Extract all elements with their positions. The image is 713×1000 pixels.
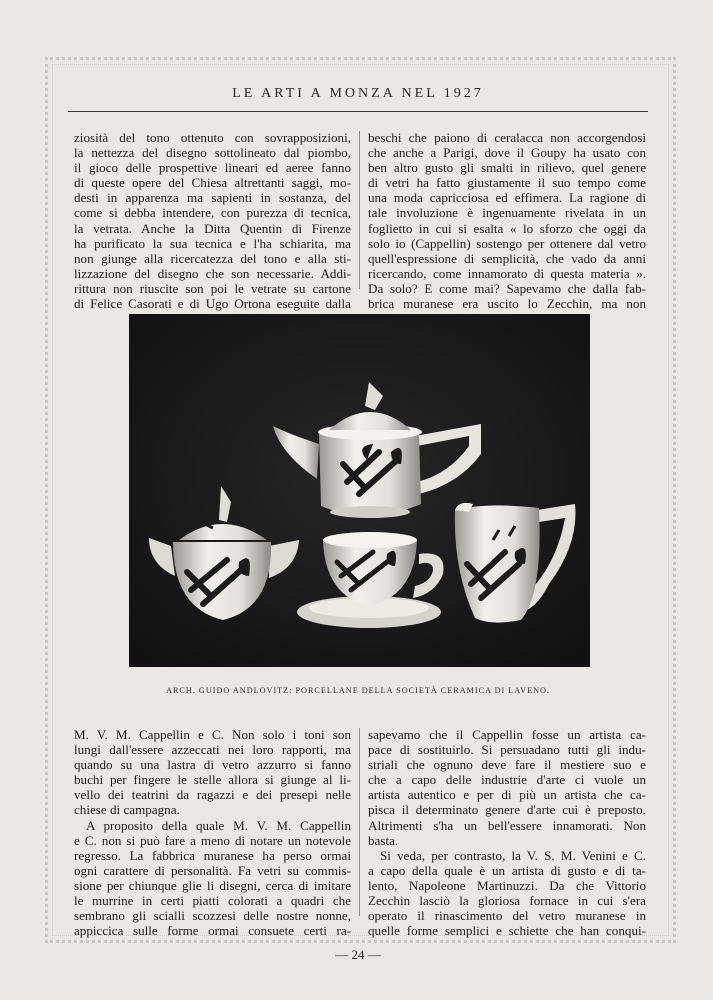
text-line: Zecchin lasciò la gloriosa fornace in cui s'era: [368, 893, 646, 909]
text-line: che a capo delle industrie d'arte ci vuole un: [368, 772, 646, 788]
text-line: sapevamo che il Cappellin fosse un artista ca-: [368, 727, 646, 742]
text-line: basta.: [368, 832, 399, 848]
text-line: le murrine in certi piatti colorati a quadri che: [74, 893, 351, 909]
text-line: la nettezza del disegno sottolineato dal piombo,: [74, 145, 351, 161]
figure-caption: ARCH. GUIDO ANDLOVITZ: PORCELLANE DELLA SOCIETÀ CERAMICA DI LAVENO.: [166, 686, 550, 695]
text-line: rittura non riuscite son poi le vetrate su cartone: [74, 280, 351, 296]
column-divider-top: [359, 131, 360, 289]
text-line: il gioco delle prospettive lineari ed aeree fanno: [74, 160, 351, 176]
top-right-column: [368, 130, 646, 311]
text-line: A proposito della quale M. V. M. Cappellin: [86, 817, 351, 833]
tea-set-illustration: [129, 314, 590, 667]
page-number: — 24 —: [335, 947, 381, 962]
text-line: foglietto in cui si esalta « lo sforzo che oggi da: [368, 220, 646, 236]
text-line: e C. non si può fare a meno di notare un notevole: [74, 832, 351, 848]
text-line: operato il rinascimento del vetro muranese in: [368, 908, 646, 924]
text-line: striali che ognuno deve fare il mestiere suo e: [368, 757, 646, 773]
text-line: quelle forme semplici e schiette che han conqui-: [368, 923, 646, 939]
text-line: lento, Napoleone Martinuzzi. Da che Vittorio: [368, 877, 646, 893]
text-line: buchi per fingere le stelle allora si giunge al li-: [74, 772, 351, 788]
text-line: ha purificato la sua tecnica e l'ha schiarita, ma: [74, 235, 351, 251]
text-line: tale involuzione è ingenuamente rivelata in un: [368, 205, 646, 221]
text-line: artista autentico e per di più un artista che ca-: [368, 787, 646, 803]
text-line: a capo della quale è un artista di gusto e di ta-: [368, 862, 646, 878]
running-head: LE ARTI A MONZA NEL 1927: [232, 86, 484, 101]
top-left-column: [74, 130, 351, 311]
text-line: chiese di campagna.: [74, 802, 180, 818]
porcelain-tea-set-photo: [129, 314, 590, 667]
text-line: non giunge alla ricercatezza del tono e alla sti-: [74, 250, 351, 266]
text-line: di queste opere del Chiesa altrettanti saggi, mo-: [74, 175, 351, 191]
text-line: sione per chiunque glie li disegni, cerca di imitare: [74, 877, 351, 893]
text-line: sembrano gli scialli scozzesi delle nostre nonne,: [74, 908, 351, 924]
text-line: di Felice Casorati e di Ugo Ortona eseguite dalla: [74, 296, 351, 312]
text-line: lizzazione del disegno che son necessarie. Addi-: [74, 265, 351, 281]
text-line: regresso. La fabbrica muranese ha perso ormai: [74, 847, 351, 863]
text-line: quell'espressione di semplicità, che vado da anni: [368, 250, 646, 266]
text-line: vello dei teatrini da ragazzi e dei presepi nelle: [74, 787, 351, 803]
text-line: appiccica sulle forme ormai consuete certi ra-: [74, 923, 351, 939]
text-line: che anche a Parigi, dove il Goupy ha usato con: [368, 145, 646, 161]
text-line: Si veda, per contrasto, la V. S. M. Venini e C.: [380, 847, 646, 863]
text-line: ricercando, come innamorato di questa materia ».: [368, 265, 646, 281]
text-line: una moda capricciosa ed effimera. La ragione di: [368, 190, 646, 206]
text-line: ziosità del tono ottenuto con sovrapposizioni,: [74, 130, 351, 145]
bottom-left-column: [74, 727, 351, 938]
text-line: di vetri ha fatto giustamente il suo tempo come: [368, 175, 646, 191]
text-line: lungi dall'essere azzeccati nei loro rapporti, ma: [74, 742, 351, 758]
column-divider-bottom: [359, 728, 360, 916]
bottom-right-column: [368, 727, 646, 938]
text-line: Altrimenti s'ha un bell'essere innamorati. Non: [368, 817, 646, 833]
text-line: pace di sostituirlo. Si persuadano tutti gli indu-: [368, 742, 646, 758]
text-line: la vetrata. Anche la Ditta Quentin di Firenze: [74, 220, 351, 236]
text-line: brica muranese era uscito lo Zecchin, ma non: [368, 296, 646, 312]
header-rule: [68, 111, 648, 112]
text-line: ogni carattere di personalità. Fa vetri su commis-: [74, 862, 351, 878]
text-line: M. V. M. Cappellin e C. Non solo i toni son: [74, 727, 351, 742]
text-line: Da solo? E come mai? Sapevamo che dalla fab-: [368, 280, 646, 296]
text-line: ben altro gusto gli smalti in rilievo, quel genere: [368, 160, 646, 176]
text-line: come si debba intendere, con purezza di tecnica,: [74, 205, 351, 221]
text-line: quando su una lastra di vetro azzurro si fanno: [74, 757, 351, 773]
text-line: desti in apparenza ma sapienti in sostanza, del: [74, 190, 351, 206]
text-line: solo io (Cappellin) sostengo per ottenere dal vetro: [368, 235, 646, 251]
text-line: pisca il determinato genere d'arte cui è preposto.: [368, 802, 646, 818]
text-line: beschi che paiono di ceralacca non accorgendosi: [368, 130, 646, 145]
